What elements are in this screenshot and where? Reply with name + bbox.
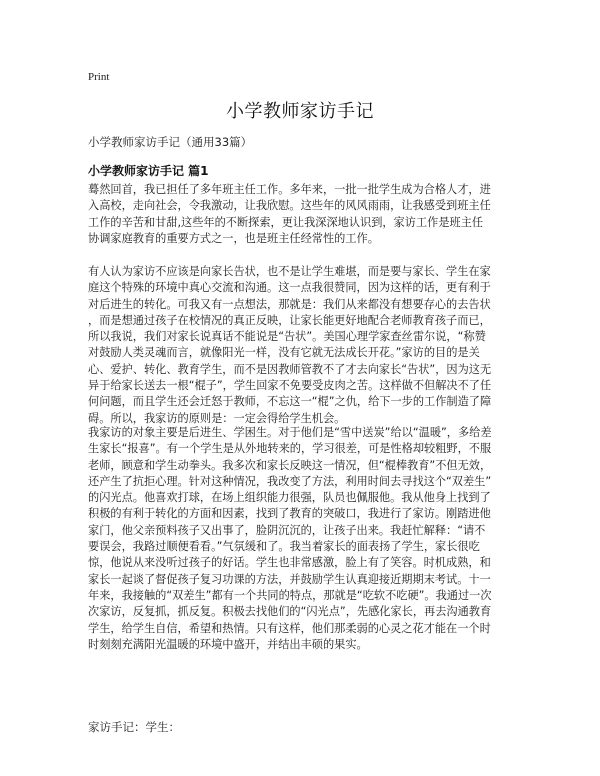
paragraph-line: 积极的有利于转化的方面和因素，找到了教育的突破口，我进行了家访。刚踏进他 (88, 507, 491, 521)
paragraph-line: 工作的辛苦和甘甜,这些年的不断探索，更让我深深地认识到，家访工作是班主任 (88, 215, 484, 229)
paragraph-line: 对后进生的转化。可我又有一点想法，那就是：我们从来都没有想要存心的去告状 (88, 297, 491, 311)
paragraph-line: 对鼓励人类灵魂而言，就像阳光一样，没有它就无法成长开花。”家访的目的是关 (88, 346, 480, 360)
paragraph-line: 异于给家长送去一根“棍子”，学生回家不免要受皮肉之苦。这样做不但解决不了任 (88, 379, 492, 393)
paragraph-line: 生家长“报喜”。有一个学生是从外地转来的，学习很差，可是性格却较粗野，不服 (88, 442, 492, 456)
paragraph-line: 所以我说，我们对家长说真话不能说是“告状”。美国心理学家查丝雷尔说，“称赞 (88, 330, 486, 344)
paragraph-line: 蓦然回首，我已担任了多年班主任工作。多年来，一批一批学生成为合格人才，进 (88, 183, 491, 196)
paragraph-1 (88, 182, 518, 247)
paragraph-line: 年来，我接触的“双差生”都有一个共同的特点，那就是“吃软不吃硬”。我通过一次 (88, 588, 492, 602)
paragraph-line: 次家访，反复抓，抓反复。积极去找他们的“闪光点”，先感化家长，再去沟通教育 (88, 605, 492, 619)
print-link[interactable]: Print (88, 71, 110, 83)
closing-label: 家访手记：学生： (88, 720, 180, 734)
paragraph-line: 协调家庭教育的重要方式之一，也是班主任经常性的工作。 (88, 231, 379, 245)
paragraph-line: 入高校，走向社会，令我激动，让我欣慰。这些年的风风雨雨，让我感受到班主任 (88, 199, 491, 213)
paragraph-line: 要误会，我路过顺便看看。”气氛缓和了。我当着家长的面表扬了学生，家长很吃 (88, 540, 480, 554)
paragraph-line: 老师，顾意和学生动拳头。我多次和家长反映这一情况，但“棍棒教育”不但无效， (88, 458, 492, 472)
paragraph-line: 时刻刻充满阳光温暖的环境中盛开，并结出丰硕的果实。 (88, 637, 368, 651)
paragraph-line: 庭这个特殊的环境中真心交流和沟通。这一点我很赞同，因为这样的话，更有利于 (88, 281, 491, 295)
paragraph-line: 惊，他说从来没听过孩子的好话。学生也非常感激，脸上有了笑容。时机成熟，和 (88, 556, 491, 570)
paragraph-line: 还产生了抗拒心理。针对这种情况，我改变了方法，利用时间去寻找这个“双差生” (88, 474, 492, 488)
paragraph-line: ，而是想通过孩子在校情况的真正反映，让家长能更好地配合老师教育孩子而已， (88, 313, 491, 327)
paragraph-line: 家门，他父亲预料孩子又出事了，脸阴沉沉的，让孩子出来。我赶忙解释：“请不 (88, 523, 486, 537)
document-subtitle: 小学教师家访手记（通用33篇） (88, 135, 253, 149)
paragraph-line: 学生，给学生自信，希望和热情。只有这样，他们那柔弱的心灵之花才能在一个时 (88, 621, 491, 635)
paragraph-line: 有人认为家访不应该是向家长告状，也不是让学生难堪，而是要与家长、学生在家 (88, 265, 491, 278)
page-title: 小学教师家访手记 (226, 101, 374, 122)
section-heading: 小学教师家访手记 篇1 (88, 164, 209, 178)
paragraph-line: 的闪光点。他喜欢打球，在场上组织能力很强，队员也佩服他。我从他身上找到了 (88, 491, 491, 505)
paragraph-3 (88, 425, 518, 653)
paragraph-line: 何问题，而且学生还会迁怒于教师，不忘这一“棍”之仇，给下一步的工作制造了障 (88, 395, 492, 409)
paragraph-line: 我家访的对象主要是后进生、学困生。对于他们是“雪中送炭”给以“温暖”，多给差 (88, 426, 492, 439)
paragraph-line: 家长一起谈了督促孩子复习功课的方法，并鼓励学生认真迎接近期期末考试。十一 (88, 572, 491, 586)
paragraph-2 (88, 264, 518, 427)
paragraph-line: 心、爱护、转化、教育学生，而不是因教师管教不了才去向家长“告状”，因为这无 (88, 362, 492, 376)
paragraph-line: 碍。所以，我家访的原则是：一定会得给学生机会。 (88, 411, 346, 425)
